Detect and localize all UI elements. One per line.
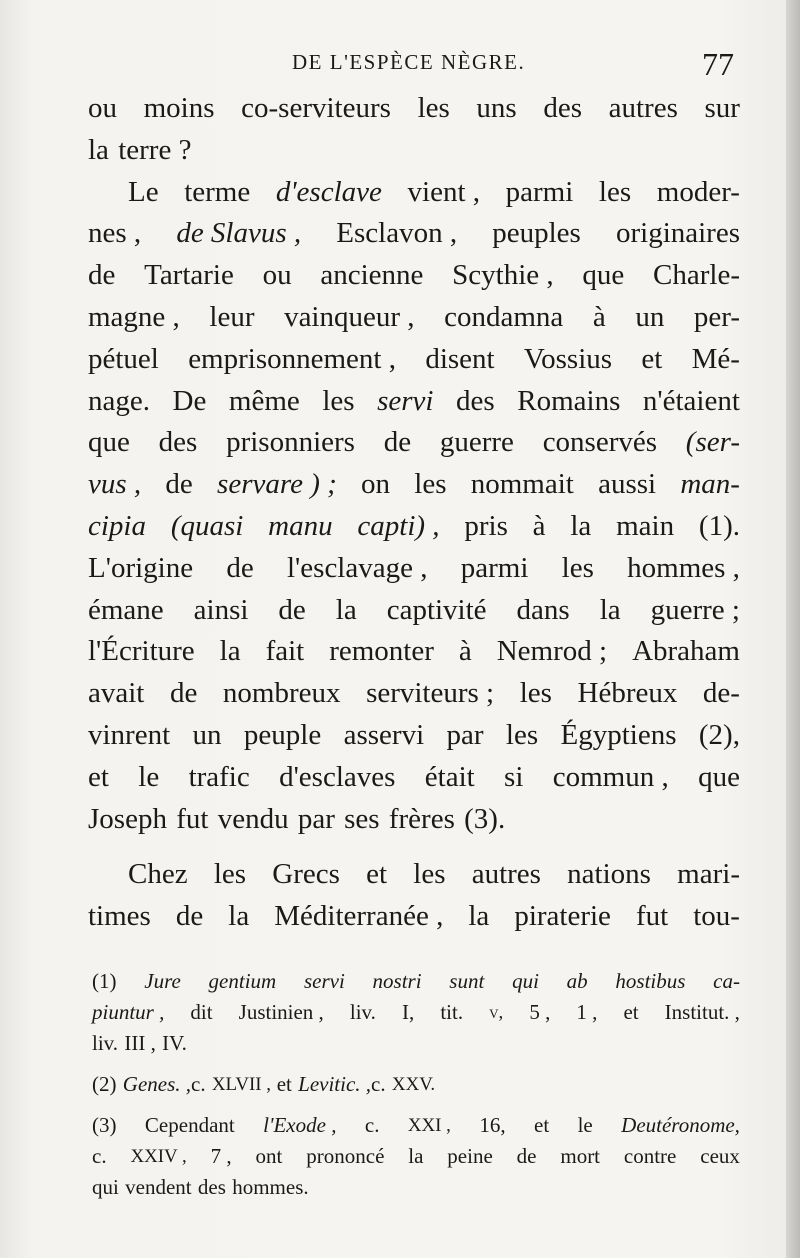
word: les [414, 468, 447, 501]
word: ou [88, 92, 117, 124]
footnote-2-line-1 [92, 1069, 740, 1100]
word: emprisonnement , [188, 342, 396, 375]
word: leur [209, 300, 255, 333]
word: moder- [656, 175, 740, 208]
word: commun , [552, 760, 669, 793]
word: prononcé [306, 1144, 385, 1168]
word: par [297, 802, 335, 835]
word: les [417, 92, 450, 124]
word-italic: vus , [88, 468, 142, 501]
word: 16, [479, 1113, 506, 1137]
word: de [88, 259, 116, 292]
word: I, [402, 1000, 415, 1024]
word: et [276, 1072, 292, 1096]
word: si [504, 760, 524, 793]
word: XXIV , [130, 1146, 187, 1167]
word-italic: capti) , [357, 509, 440, 542]
word-italic: Deutéronome, [621, 1113, 740, 1137]
word: on [361, 468, 391, 501]
word-italic: gentium [208, 969, 277, 993]
word: moins [143, 92, 215, 124]
word: XXV. [391, 1074, 436, 1095]
body-line-14 [88, 631, 740, 673]
body-line-3 [88, 172, 740, 214]
footnote-ref: (3). [464, 802, 506, 835]
word: la [88, 133, 109, 166]
word: n'étaient [642, 384, 740, 417]
word: magne , [88, 300, 180, 333]
word: peuple [243, 718, 322, 751]
word: III , [124, 1031, 156, 1055]
word: nations [567, 858, 651, 891]
word-italic: sunt [449, 969, 485, 993]
word: captivité [386, 593, 487, 626]
word: XXI , [407, 1115, 451, 1136]
word: co-serviteurs [241, 92, 391, 124]
body-line-15 [88, 673, 740, 715]
word: la [228, 900, 250, 933]
word-italic: cipia [88, 509, 146, 542]
word: et [623, 1000, 639, 1024]
word: dit [190, 1000, 213, 1024]
word: vendu [217, 802, 289, 835]
body-line-4 [88, 213, 740, 255]
word: Méditerranée , [274, 900, 444, 933]
word: d'esclaves [279, 760, 396, 793]
word: Esclavon , [336, 217, 458, 250]
word-italic: servi [303, 969, 345, 993]
word: serviteurs ; [366, 677, 495, 710]
word: ancienne [320, 259, 424, 292]
word: avait [88, 677, 145, 710]
word: aussi [598, 468, 657, 501]
body-line-19 [88, 854, 740, 896]
word: que [698, 760, 740, 793]
word-italic: qui [512, 969, 539, 993]
word-italic: de Slavus , [176, 217, 302, 250]
word: les [413, 858, 446, 891]
word: fut [176, 802, 209, 835]
word: nage. [88, 384, 150, 417]
word: main [616, 509, 675, 542]
word: c. [364, 1113, 380, 1137]
word: à [592, 300, 606, 333]
word-italic: piuntur , [92, 1000, 165, 1024]
word: l'esclavage , [287, 551, 428, 584]
word: asservi [343, 718, 425, 751]
word: la [468, 900, 490, 933]
word: ont [255, 1144, 283, 1168]
word: de [226, 551, 254, 584]
word: nombreux [222, 677, 341, 710]
word: XLVII , [211, 1074, 272, 1095]
word: le [138, 760, 160, 793]
word: remonter [329, 635, 434, 668]
word: disent [425, 342, 495, 375]
word: terre ? [118, 133, 192, 166]
word: L'origine [88, 551, 194, 584]
word: la [570, 509, 592, 542]
word-italic: manu [268, 509, 333, 542]
body-line-20 [88, 896, 740, 938]
footnote-ref: (2), [698, 718, 740, 751]
word: vainqueur , [284, 300, 415, 333]
page-edge-shadow [786, 0, 800, 1258]
word: Institut. , [664, 1000, 740, 1024]
word: Romains [517, 384, 621, 417]
word: contre [623, 1144, 677, 1168]
word-italic: hostibus [615, 969, 686, 993]
word: des [158, 426, 198, 459]
word: Charle- [653, 259, 740, 292]
word: et [534, 1113, 550, 1137]
footnote-1-line-1 [92, 966, 740, 997]
word: ceux [700, 1144, 740, 1168]
word: guerre [439, 426, 514, 459]
running-title: DE L'ESPÈCE NÈGRE. [292, 50, 526, 74]
word: des [543, 92, 582, 124]
word: mari- [677, 858, 740, 891]
word: ainsi [193, 593, 249, 626]
word: guerre ; [650, 593, 740, 626]
word: Justinien , [238, 1000, 324, 1024]
word: Grecs [272, 858, 340, 891]
word-italic: Jure [144, 969, 181, 993]
word: la [408, 1144, 424, 1168]
word: le [577, 1113, 593, 1137]
word: sur [704, 92, 740, 124]
word: les [322, 384, 355, 417]
word: piraterie [514, 900, 611, 933]
word: times [88, 900, 151, 933]
word: les [505, 718, 539, 751]
word: 7 , [210, 1144, 232, 1168]
word: Tartarie [144, 259, 234, 292]
body-line-8 [88, 381, 740, 423]
word: les [213, 858, 247, 891]
word: nes , [88, 217, 142, 250]
word: Chez [128, 858, 188, 891]
word: c. [92, 1144, 107, 1168]
footnote-marker: (2) [92, 1072, 117, 1096]
word: de [383, 426, 412, 459]
word: hommes , [627, 551, 740, 584]
footnote-1-line-2 [92, 997, 740, 1028]
word: Hébreux [577, 677, 678, 710]
word: émane [88, 593, 164, 626]
word: des [456, 384, 495, 417]
word: 1 , [576, 1000, 598, 1024]
word: conservés [542, 426, 658, 459]
body-line-12 [88, 548, 740, 590]
body-text [88, 88, 740, 938]
word: tou- [693, 900, 740, 933]
footnotes [92, 966, 740, 1203]
footnote-ref: (1). [698, 509, 740, 542]
word-italic: Genes. , [122, 1072, 192, 1096]
word: Cependant [144, 1113, 235, 1137]
word-italic: d'esclave [275, 175, 382, 208]
word: et [88, 760, 109, 793]
footnote-1-line-3 [92, 1028, 740, 1059]
word: vient , [407, 175, 481, 208]
word: les [561, 551, 594, 584]
word: ses [344, 802, 380, 835]
body-line-9 [88, 422, 740, 464]
word-italic: (ser- [685, 426, 740, 459]
word-italic: (quasi [170, 509, 244, 542]
body-line-17 [88, 757, 740, 799]
footnote-3-line-3 [92, 1172, 740, 1203]
word: De [172, 384, 207, 417]
word: v, [489, 1002, 504, 1023]
word-italic: servi [377, 384, 434, 417]
word: mort [560, 1144, 601, 1168]
word: était [424, 760, 475, 793]
word: ou [262, 259, 292, 292]
body-line-7 [88, 339, 740, 381]
word: que [582, 259, 625, 292]
body-line-1 [88, 88, 740, 130]
word: fait [265, 635, 305, 668]
word-italic: l'Exode , [263, 1113, 337, 1137]
word: un [635, 300, 665, 333]
word: c. [191, 1072, 206, 1096]
page-number: 77 [702, 46, 734, 82]
body-line-11 [88, 506, 740, 548]
word: pris [464, 509, 508, 542]
word-italic: man- [680, 468, 740, 501]
word: Mé- [691, 342, 740, 375]
word: parmi [505, 175, 574, 208]
word-italic: ca- [713, 969, 740, 993]
word: vinrent [88, 718, 171, 751]
word: autres [608, 92, 678, 124]
word: liv. [349, 1000, 376, 1024]
word: pétuel [88, 342, 159, 375]
word: la [219, 635, 241, 668]
word: à [458, 635, 472, 668]
word: terme [184, 175, 251, 208]
body-line-5 [88, 255, 740, 297]
word: peine [447, 1144, 493, 1168]
word: Joseph [88, 802, 167, 835]
word: de [169, 677, 198, 710]
word: Nemrod ; [496, 635, 608, 668]
word: parmi [460, 551, 529, 584]
word: les [519, 677, 552, 710]
word: à [532, 509, 546, 542]
word: de [175, 900, 204, 933]
body-line-18 [88, 799, 740, 841]
body-line-6 [88, 297, 740, 339]
footnote-marker: (1) [92, 969, 117, 993]
body-line-16 [88, 715, 740, 757]
word: per- [693, 300, 740, 333]
word-italic: nostri [372, 969, 422, 993]
word: autres [471, 858, 541, 891]
word: Le [128, 175, 159, 208]
word: Vossius [523, 342, 613, 375]
word: 5 , [529, 1000, 551, 1024]
word: que [88, 426, 130, 459]
word: frères [388, 802, 455, 835]
word: hommes. [232, 1175, 309, 1199]
word: Abraham [632, 635, 740, 668]
word-italic: ab [566, 969, 588, 993]
word: qui [92, 1175, 119, 1199]
footnote-marker: (3) [92, 1113, 117, 1137]
body-line-2 [88, 130, 740, 172]
word: par [446, 718, 484, 751]
word: vendent [125, 1175, 192, 1199]
word: Scythie , [452, 259, 554, 292]
word: même [228, 384, 300, 417]
word: la [599, 593, 621, 626]
word: IV. [162, 1031, 187, 1055]
word: c. [371, 1072, 386, 1096]
word-italic: servare ) ; [217, 468, 337, 501]
body-line-10 [88, 464, 740, 506]
word: uns [476, 92, 517, 124]
word: Égyptiens [560, 718, 677, 751]
word: de [165, 468, 193, 501]
word: liv. [92, 1031, 119, 1055]
word: dans [516, 593, 570, 626]
word: fut [635, 900, 669, 933]
word: prisonniers [226, 426, 355, 459]
word: l'Écriture [88, 635, 195, 668]
footnote-3-line-2 [92, 1141, 740, 1172]
word: condamna [444, 300, 564, 333]
word: les [598, 175, 632, 208]
word: de- [702, 677, 740, 710]
word: et [641, 342, 663, 375]
word: peuples [492, 217, 581, 250]
word: originaires [615, 217, 740, 250]
word-italic: Levitic. , [298, 1072, 372, 1096]
word: nommait [470, 468, 574, 501]
word: de [278, 593, 306, 626]
footnote-3-line-1 [92, 1110, 740, 1141]
running-head [0, 46, 800, 86]
word: de [516, 1144, 537, 1168]
word: et [366, 858, 388, 891]
word: un [192, 718, 222, 751]
body-line-13 [88, 590, 740, 632]
word: la [335, 593, 357, 626]
word: tit. [440, 1000, 464, 1024]
word: trafic [188, 760, 250, 793]
word: des [197, 1175, 226, 1199]
